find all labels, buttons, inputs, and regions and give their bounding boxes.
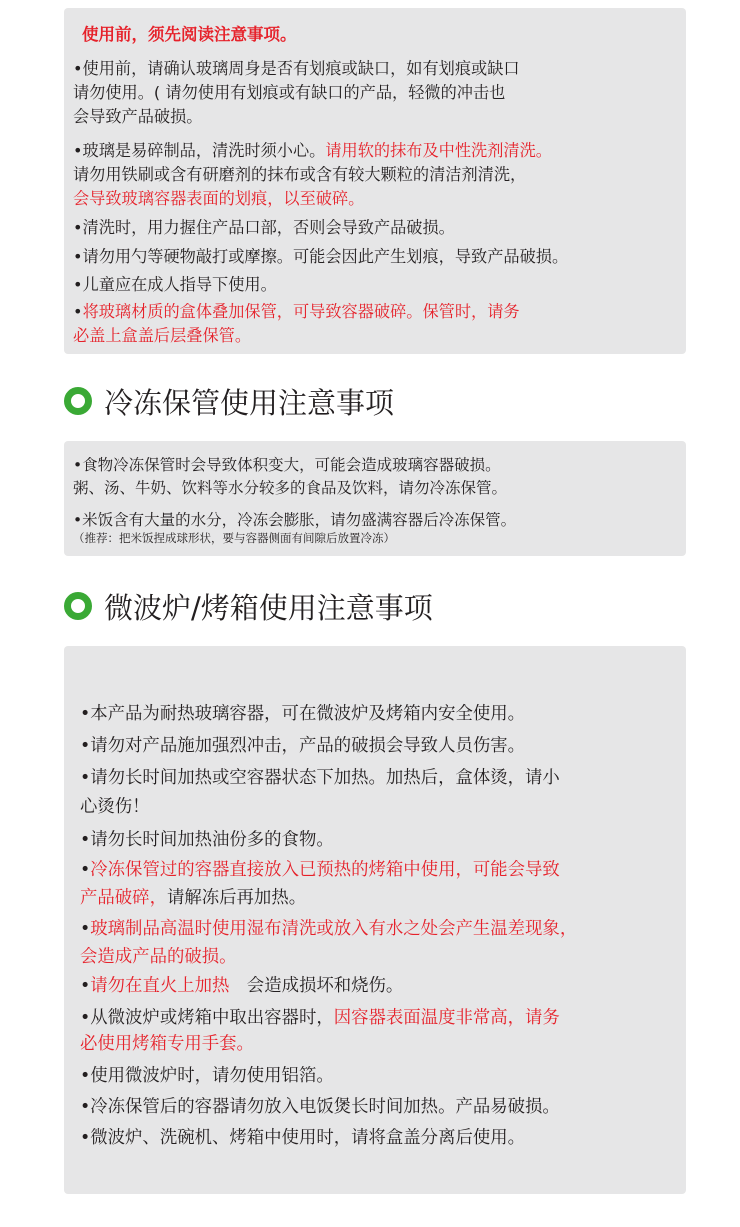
precaution-line: •请勿用勺等硬物敲打或摩擦。可能会因此产生划痕，导致产品破损。: [73, 247, 569, 266]
precaution-line: 会导致产品破损。: [73, 107, 203, 126]
microwave-line: 会造成产品的破损。: [80, 947, 237, 967]
freezing-line: 粥、汤、牛奶、饮料等水分较多的食品及饮料，请勿冷冻保管。: [73, 479, 508, 497]
precautions-title: 使用前，须先阅读注意事项。: [82, 25, 297, 44]
microwave-line: •冷冻保管后的容器请勿放入电饭煲长时间加热。产品易破损。: [80, 1097, 560, 1117]
green-circle-icon: [64, 387, 92, 415]
microwave-line: •使用微波炉时，请勿使用铝箔。: [80, 1066, 334, 1086]
microwave-line: •请勿长时间加热油份多的食物。: [80, 830, 334, 850]
microwave-line: 产品破碎，请解冻后再加热。: [80, 888, 307, 908]
microwave-heading-text: 微波炉/烤箱使用注意事项: [104, 590, 433, 625]
microwave-line: 心烫伤！: [80, 797, 150, 817]
precaution-line: 必盖上盒盖后层叠保管。: [73, 326, 252, 345]
precautions-panel: [64, 8, 686, 354]
microwave-line: •请勿对产品施加强烈冲击，产品的破损会导致人员伤害。: [80, 736, 526, 756]
green-circle-icon: [64, 592, 92, 620]
precaution-line: •玻璃是易碎制品，清洗时须小心。请用软的抹布及中性洗剂清洗。: [73, 141, 552, 160]
freezing-heading: [64, 379, 394, 423]
microwave-panel: [64, 646, 686, 1194]
precaution-line: •清洗时，用力握住产品口部，否则会导致产品破损。: [73, 218, 455, 237]
freezing-panel: [64, 441, 686, 556]
microwave-line: •玻璃制品高温时使用湿布清洗或放入有水之处会产生温差现象，: [80, 919, 578, 939]
microwave-line: 必使用烤箱专用手套。: [80, 1034, 254, 1054]
microwave-line: •请勿长时间加热或空容器状态下加热。加热后，盒体烫，请小: [80, 768, 560, 788]
freezing-heading-text: 冷冻保管使用注意事项: [104, 385, 395, 420]
microwave-line: •请勿在直火上加热 会造成损坏和烧伤。: [80, 976, 404, 996]
freezing-line: •食物冷冻保管时会导致体积变大，可能会造成玻璃容器破损。: [73, 456, 501, 474]
freezing-note: （推荐：把米饭捏成球形状，要与容器侧面有间隙后放置冷冻）: [73, 531, 395, 545]
microwave-line: •本产品为耐热玻璃容器，可在微波炉及烤箱内安全使用。: [80, 704, 526, 724]
precaution-line: 请勿使用。( 请勿使用有划痕或有缺口的产品，轻微的冲击也: [73, 83, 506, 102]
microwave-line: •从微波炉或烤箱中取出容器时，因容器表面温度非常高，请务: [80, 1008, 560, 1028]
precaution-line: 会导致玻璃容器表面的划痕，以至破碎。: [73, 189, 365, 208]
microwave-line: •微波炉、洗碗机、烤箱中使用时，请将盒盖分离后使用。: [80, 1128, 526, 1148]
precaution-line: •将玻璃材质的盒体叠加保管，可导致容器破碎。保管时，请务: [73, 302, 520, 321]
precaution-line: •使用前，请确认玻璃周身是否有划痕或缺口，如有划痕或缺口: [73, 59, 520, 78]
precaution-line: •儿童应在成人指导下使用。: [73, 275, 277, 294]
precaution-line: 请勿用铁刷或含有研磨剂的抹布或含有较大颗粒的清洁剂清洗，: [73, 165, 527, 184]
freezing-line: •米饭含有大量的水分，冷冻会膨胀，请勿盛满容器后冷冻保管。: [73, 511, 517, 529]
microwave-heading: [64, 584, 433, 628]
microwave-line: •冷冻保管过的容器直接放入已预热的烤箱中使用，可能会导致: [80, 860, 560, 880]
